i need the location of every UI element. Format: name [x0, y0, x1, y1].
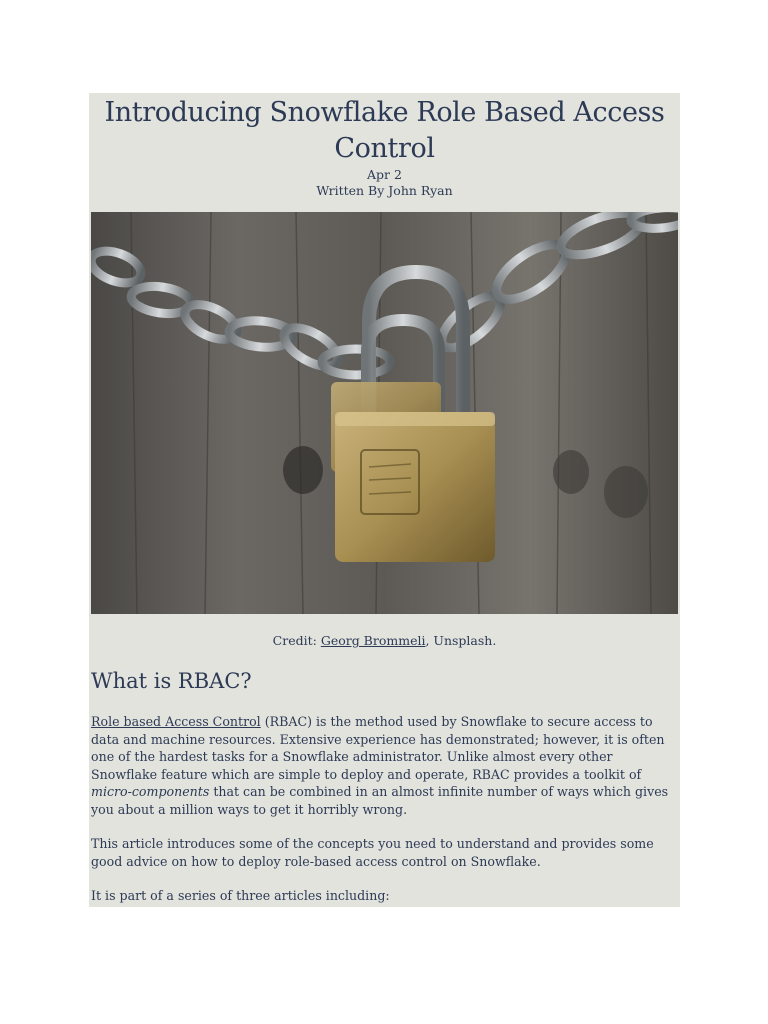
emphasis-text: micro-components	[91, 784, 210, 799]
document-page	[89, 93, 680, 907]
rbac-link[interactable]: Role based Access Control	[91, 714, 261, 729]
article-date: Apr 2	[367, 167, 402, 182]
padlock-chain-photo	[91, 212, 678, 614]
paragraph-text: that can be combined in an almost infinite number of ways which gives you about a million ways to get it horribly wrong.	[91, 784, 669, 817]
section-heading: What is RBAC?	[91, 669, 252, 693]
article-body	[91, 713, 676, 907]
paragraph-series: It is part of a series of three articles including:	[91, 888, 390, 903]
article-byline: Written By John Ryan	[316, 183, 453, 198]
photo-credit	[89, 633, 680, 648]
article-title: Introducing Snowflake Role Based Access Control	[104, 97, 665, 164]
paragraph-concepts: This article introduces some of the concepts you need to understand and provides some good advice on how to deploy role-based access control on Snowflake.	[91, 836, 654, 869]
paragraph-rbac-intro	[91, 713, 676, 818]
credit-prefix: Credit:	[272, 633, 321, 648]
credit-suffix: , Unsplash.	[425, 633, 497, 648]
paragraph-text: (RBAC) is the method used by Snowflake to secure access to data and machine resources. Extensive experience has demonstrated; however, it is often one of the hardest tasks for a Snowflake administrator. Unlike almost every other Snowflake feature which are simple to deploy and operate, RBAC provides a toolkit of	[91, 714, 665, 782]
credit-author-link[interactable]: Georg Brommeli	[320, 633, 426, 648]
